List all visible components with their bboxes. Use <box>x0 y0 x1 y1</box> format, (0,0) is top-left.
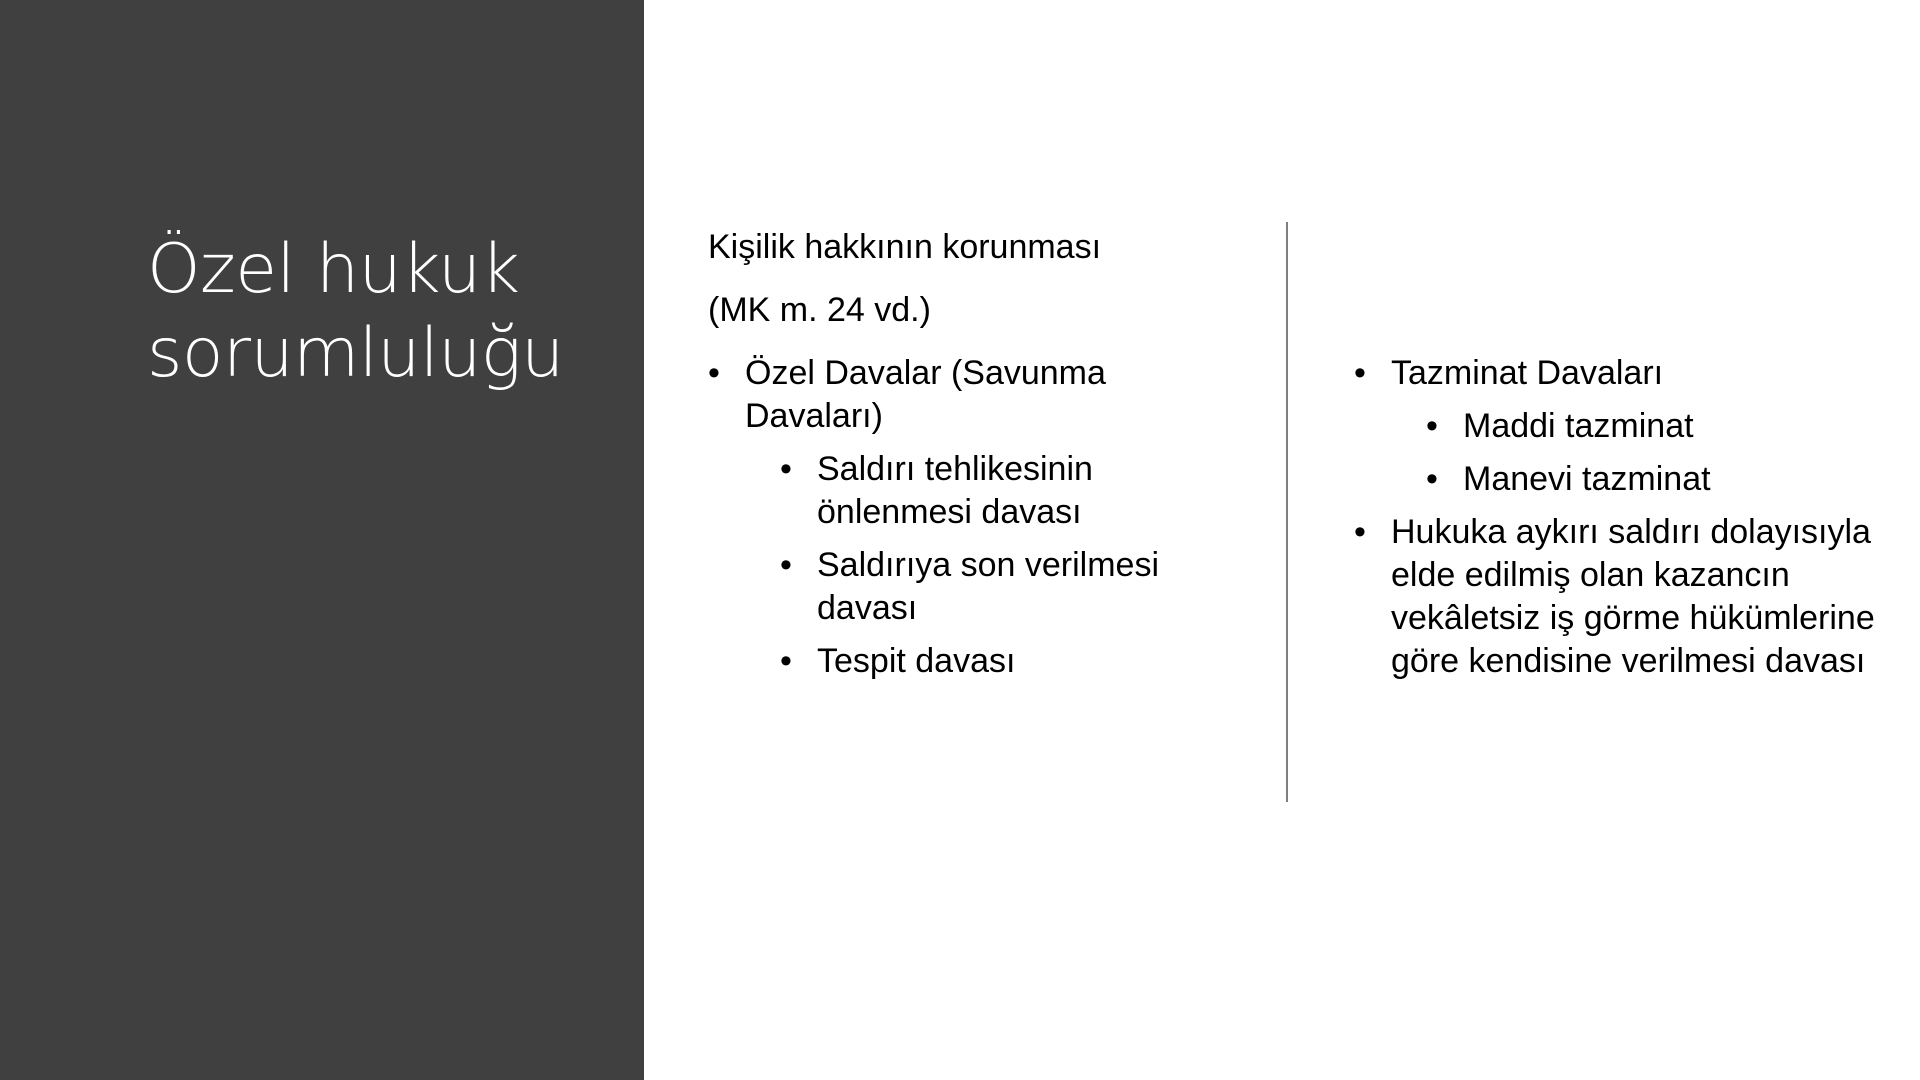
left-content-column <box>708 226 1228 693</box>
right-content-column <box>1354 352 1914 693</box>
list-item-label: Hukuka aykırı saldırı dolayısıyla elde edilmiş olan kazancın vekâletsiz iş görme hükümlerine göre kendisine verilmesi davası <box>1391 513 1875 680</box>
bullet-icon: • <box>1426 407 1438 445</box>
column-divider <box>1286 222 1288 802</box>
heading-line-2: (MK m. 24 vd.) <box>708 291 931 329</box>
bullet-icon: • <box>780 450 792 488</box>
sub-list-item-label: Saldırıya son verilmesi davası <box>817 546 1160 627</box>
sub-list-item-label: Maddi tazminat <box>1463 407 1694 445</box>
sub-list-item <box>1426 405 1914 448</box>
bullet-icon: • <box>1354 513 1366 551</box>
sub-list-item-label: Saldırı tehlikesinin önlenmesi davası <box>817 450 1093 531</box>
heading-line-1: Kişilik hakkının korunması <box>708 228 1102 266</box>
sub-list-item <box>780 640 1228 683</box>
sub-list-item-label: Tespit davası <box>817 642 1016 680</box>
bullet-icon: • <box>708 354 720 392</box>
list-item-profit-transfer-case <box>1354 511 1914 683</box>
left-bullet-list <box>708 352 1228 683</box>
bullet-icon: • <box>1426 460 1438 498</box>
bullet-icon: • <box>780 642 792 680</box>
sub-list-item-label: Manevi tazminat <box>1463 460 1711 498</box>
bullet-icon: • <box>1354 354 1366 392</box>
slide-title: Özel hukuk sorumluluğu <box>147 230 564 393</box>
sub-list-item <box>1426 458 1914 501</box>
right-bullet-list <box>1354 352 1914 683</box>
bullet-icon: • <box>780 546 792 584</box>
list-item-label: Tazminat Davaları <box>1391 354 1664 392</box>
sub-bullet-list <box>780 448 1228 683</box>
list-item-compensation-cases <box>1354 352 1914 501</box>
list-item-special-cases <box>708 352 1228 683</box>
sub-list-item <box>780 544 1228 630</box>
sub-bullet-list <box>1426 405 1914 501</box>
list-item-label: Özel Davalar (Savunma Davaları) <box>745 354 1106 435</box>
title-panel <box>0 0 644 1080</box>
sub-list-item <box>780 448 1228 534</box>
